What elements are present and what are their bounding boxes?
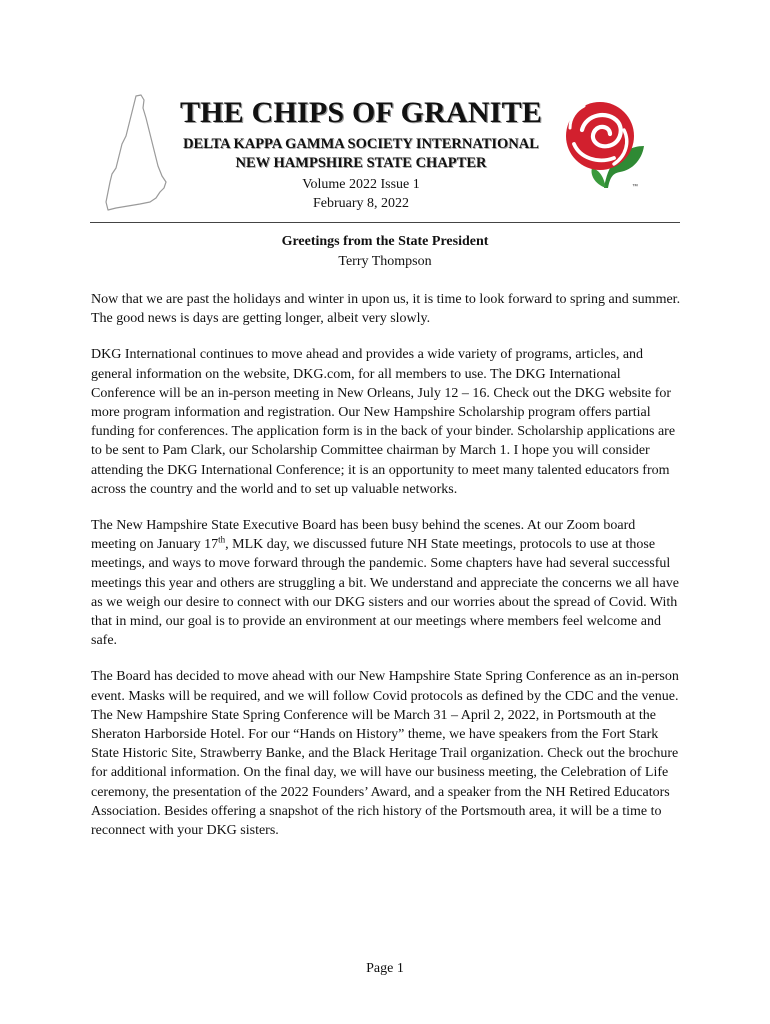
masthead-title: THE CHIPS OF GRANITE bbox=[179, 96, 543, 129]
paragraph: Now that we are past the holidays and winter in upon us, it is time to look forward to spring and summer. The good news is days are getting longer, albeit very slowly. bbox=[91, 292, 681, 327]
article-title: Greetings from the State President bbox=[281, 234, 489, 249]
paragraph bbox=[91, 516, 683, 650]
header-divider bbox=[90, 222, 680, 223]
article-body bbox=[91, 290, 683, 857]
paragraph: The Board has decided to move ahead with our New Hampshire State Spring Conference as an in-person event. Masks will be required, and we will follow Covid protocols as defined by the CDC and the venue. The New Hampshire State Spring Conference will be March 31 – April 2, 2022, in Portsmouth at the Sheraton Harborside Hotel. For our “Hands on History” theme, we have speakers from the Fort Stark State Historic Site, Strawberry Banke, and the Black Heritage Trail organization. Check out the brochure for additional information. On the final day, we will have our business meeting, the Celebration of Life ceremony, the presentation of the 2022 Founders’ Award, and a speaker from the NH Retired Educators Association. Besides offering a snapshot of the rich history of the Portsmouth area, it will be a time to reconnect with your DKG sisters. bbox=[91, 669, 679, 839]
paragraph-text: , MLK day, we discussed future NH State meetings, protocols to use at those meetings, and ways to move forward through the pandemic. Some chapters have had several successful meetings this year and others are struggling a bit. We understand and appreciate the concerns we all have as we weigh our desire to connect with our DKG sisters and our worries about the spread of Covid. With that in mind, our goal is to provide an environment at our meetings where members feel welcome and safe. bbox=[91, 537, 679, 649]
page-number: Page 1 bbox=[366, 961, 404, 976]
ordinal-suffix: th bbox=[218, 534, 226, 545]
volume-issue: Volume 2022 Issue 1 bbox=[302, 177, 420, 192]
issue-date: February 8, 2022 bbox=[312, 196, 410, 211]
red-rose-logo-icon bbox=[560, 100, 648, 190]
article-author: Terry Thompson bbox=[338, 254, 432, 269]
paragraph: DKG International continues to move ahead and provides a wide variety of programs, articles, and general information on the website, DKG.com, for all members to use. The DKG International Conference will be an in-person meeting in New Orleans, July 12 – 16. Check out the DKG website for more program information and registration. Our New Hampshire Scholarship program offers partial funding for conferences. The application form is in the back of your binder. Scholarship applications are to be sent to Pam Clark, our Scholarship Committee chairman by March 1. I hope you will consider attending the DKG International Conference; it is an opportunity to meet many talented educators from across the country and the world and to set up valuable networks. bbox=[91, 347, 676, 497]
trademark-mark: ™ bbox=[632, 184, 638, 190]
chapter-name: NEW HAMPSHIRE STATE CHAPTER bbox=[235, 155, 487, 171]
organization-name: DELTA KAPPA GAMMA SOCIETY INTERNATIONAL bbox=[183, 136, 539, 152]
paragraph-text: The New Hampshire State Executive Board has been busy behind the scenes. At our Zoom board meeting on January 17 bbox=[91, 518, 636, 553]
